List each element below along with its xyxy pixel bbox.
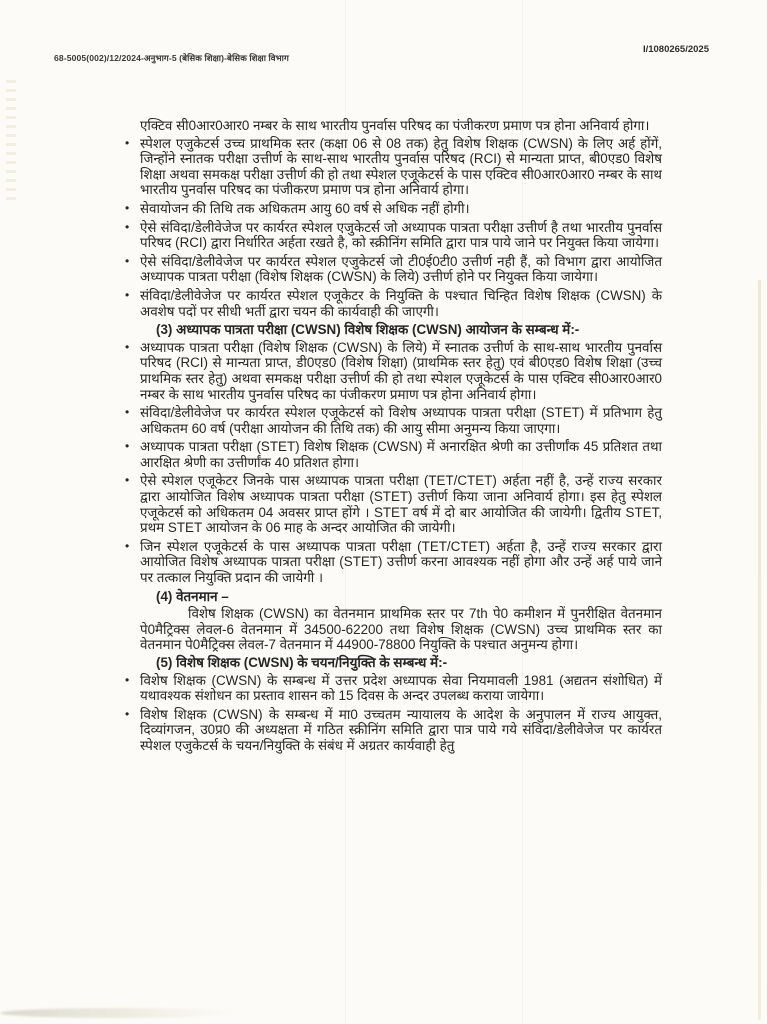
top-bullet-list <box>140 136 662 320</box>
bullet-special-educator-upper-primary: • स्पेशल एजुकेटर्स उच्च प्राथमिक स्तर (कक्षा 06 से 08 तक) हेतु विशेष शिक्षक (CWSN) के लिए अर्ह होंगें, जिन्होंने स्नातक परीक्षा उत्तीर्ण के साथ-साथ भारतीय पुनर्वास परिषद (RCI) से मान्यता प्राप्त, बी0एड0 विशेष शिक्षा अथवा समकक्ष परीक्षा उत्तीर्ण की हो तथा स्पेशल एजूकेटर्स के पास एक्टिव सी0आर0आर0 नम्बर के साथ भारतीय पुनर्वास परिषद का पंजीकरण प्रमाण पत्र होना अनिवार्य होगा। <box>140 136 662 198</box>
bullet-stet-passing-marks: • अध्यापक पात्रता परीक्षा (STET) विशेष शिक्षक (CWSN) में अनारक्षित श्रेणी का उत्तीर्णांक 45 प्रतिशत तथा आरक्षित श्रेणी का उत्तीर्णांक 40 प्रतिशत होगा। <box>140 439 662 470</box>
bullet-tet-ctet-exempt: • जिन स्पेशल एजूकेटर्स के पास अध्यापक पात्रता परीक्षा (TET/CTET) अर्हता है, उन्हें राज्य सरकार द्वारा आयोजित विशेष अध्यापक पात्रता परीक्षा (STET) उत्तीर्ण करना आवश्यक नहीं होगा और उन्हें अर्ह पाये जाने पर तत्काल नियुक्ति प्रदान की जायेगी । <box>140 539 662 586</box>
bullet-service-rules-amendment: • विशेष शिक्षक (CWSN) के सम्बन्ध में उत्तर प्रदेश अध्यापक सेवा नियमावली 1981 (अद्यतन संशोधित) में यथावश्यक संशोधन का प्रस्ताव शासन को 15 दिवस के अन्दर उपलब्ध कराया जायेगा। <box>140 673 662 704</box>
header-doc-number: I/1080265/2025 <box>642 44 709 55</box>
bullet-stet-attempts: • ऐसे स्पेशल एजूकेटर जिनके पास अध्यापक पात्रता परीक्षा (TET/CTET) अर्हता नहीं है, उन्हें राज्य सरकार द्वारा आयोजित विशेष अध्यापक पात्रता परीक्षा (STET) उत्तीर्ण किया जाना अनिवार्य होगा। इस हेतु स्पेशल एजूकेटर्स को अधिकतम 04 अवसर प्राप्त होंगे । STET वर्ष में दो बार आयोजित की जायेगी। द्वितीय STET, प्रथम STET आयोजन के 06 माह के अन्दर आयोजित की जायेगी। <box>140 473 662 535</box>
section-3-heading: (3) अध्यापक पात्रता परीक्षा (CWSN) विशेष शिक्षक (CWSN) आयोजन के सम्बन्ध में:- <box>156 322 580 338</box>
section-5-bullet-list <box>140 673 662 754</box>
scan-edge-artifact-right <box>758 280 761 1020</box>
section-5-heading: (5) विशेष शिक्षक (CWSN) के चयन/नियुक्ति के सम्बन्ध में:- <box>156 655 448 670</box>
bullet-stet-eligibility: • अध्यापक पात्रता परीक्षा (विशेष शिक्षक (CWSN) के लिये) में स्नातक उत्तीर्ण के साथ-साथ भारतीय पुनर्वास परिषद (RCI) से मान्यता प्राप्त, डी0एड0 (विशेष शिक्षा) (प्राथमिक स्तर हेतु) एवं बी0एड0 विशेष शिक्षा (उच्च प्राथमिक स्तर हेतु) अथवा समकक्ष परीक्षा उत्तीर्ण की हो तथा स्पेशल एजूकेटर्स के पास एक्टिव सी0आर0आर0 नम्बर के साथ भारतीय पुनर्वास परिषद का पंजीकरण प्रमाण पत्र होना अनिवार्य होगा। <box>140 340 662 402</box>
bullet-supreme-court-compliance: • विशेष शिक्षक (CWSN) के सम्बन्ध में मा0 उच्चतम न्यायालय के आदेश के अनुपालन में राज्य आयुक्त, दिव्यांगजन, उ0प्र0 की अध्यक्षता में गठित स्क्रीनिंग समिति द्वारा पात्र पाये गये संविदा/डेलीवेजेज पर कार्यरत स्पेशल एजुकेटर्स के चयन/नियुक्ति के संबंध में अग्रतर कार्यवाही हेतु <box>140 707 662 754</box>
continuation-paragraph: एक्टिव सी0आर0आर0 नम्बर के साथ भारतीय पुनर्वास परिषद का पंजीकरण प्रमाण पत्र होना अनिवार्य होगा। <box>140 118 650 133</box>
scan-smudge-bottom <box>0 1008 235 1018</box>
section-4-heading: (4) वेतनमान – <box>156 588 229 604</box>
bullet-stet-age-limit: • संविदा/डेलीवेजेज पर कार्यरत स्पेशल एजूकेटर्स को विशेष अध्यापक पात्रता परीक्षा (STET) में प्रतिभाग हेतु अधिकतम 60 वर्ष (परीक्षा आयोजन की तिथि तक) की आयु सीमा अनुमन्य किया जाएगा। <box>140 405 662 436</box>
section-3-bullet-list <box>140 340 662 586</box>
bullet-tet-not-passed: • ऐसे संविदा/डेलीवेजेज पर कार्यरत स्पेशल एजुकेटर्स जो टी0ई0टी0 उत्तीर्ण नही हैं, को विभाग द्वारा आयोजित अध्यापक पात्रता परीक्षा (विशेष शिक्षक (CWSN) के लिये) उत्तीर्ण होने पर नियुक्त किया जायेगा। <box>140 254 662 285</box>
scan-edge-artifact-left <box>6 80 16 200</box>
header-file-reference: 68-5005(002)/12/2024-अनुभाग-5 (बेसिक शिक्षा)-बेसिक शिक्षा विभाग <box>54 53 289 63</box>
section-4-paragraph: विशेष शिक्षक (CWSN) का वेतनमान प्राथमिक स्तर पर 7th पे0 कमीशन में पुनरीक्षित वेतनमान पे0मैट्रिक्स लेवल-6 वेतनमान में 34500-62200 तथा विशेष शिक्षक (CWSN) उच्च प्राथमिक स्तर का वेतनमान पे0मैट्रिक्स लेवल-7 वेतनमान में 44900-78800 नियुक्ति के पश्चात अनुमन्य होगा। <box>140 606 662 653</box>
bullet-screening-committee: • ऐसे संविदा/डेलीवेजेज पर कार्यरत स्पेशल एजुकेटर्स जो अध्यापक पात्रता परीक्षा उत्तीर्ण है तथा भारतीय पुनर्वास परिषद (RCI) द्वारा निर्धारित अर्हता रखते है, को स्क्रीनिंग समिति द्वारा पात्र पाये जाने पर नियुक्त किया जायेगा। <box>140 220 662 251</box>
document-body <box>140 118 662 757</box>
bullet-max-age-60: • सेवायोजन की तिथि तक अधिकतम आयु 60 वर्ष से अधिक नहीं होगी। <box>140 201 662 217</box>
bullet-direct-recruitment: • संविदा/डेलीवेजेज पर कार्यरत स्पेशल एजूकेटर के नियुक्ति के पश्चात चिन्हित विशेष शिक्षक (CWSN) के अवशेष पदों पर सीधी भर्ती द्वारा चयन की कार्यवाही की जाएगी। <box>140 288 662 319</box>
